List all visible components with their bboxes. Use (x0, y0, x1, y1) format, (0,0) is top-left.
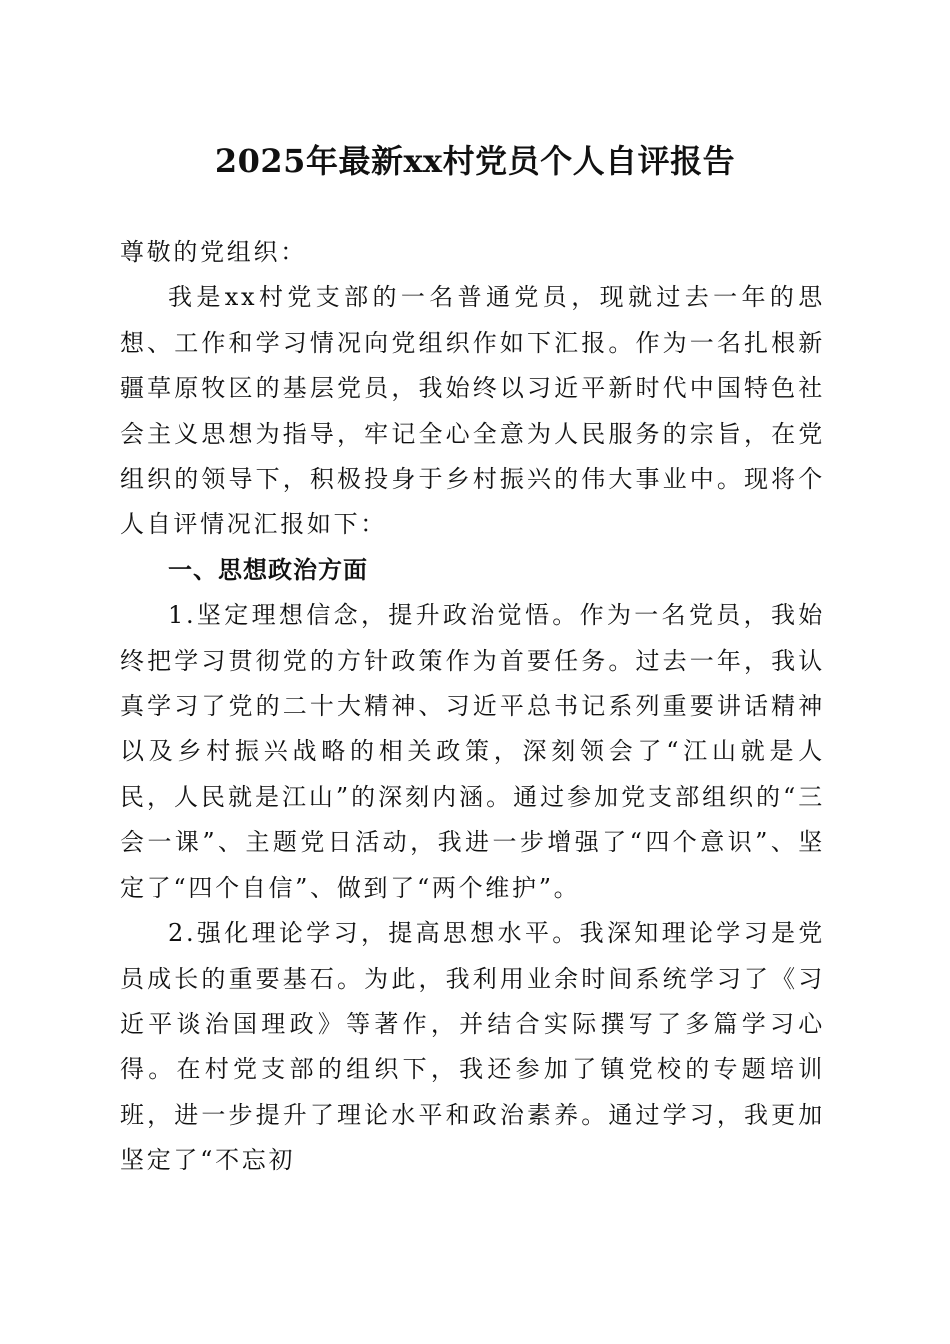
intro-paragraph: 我是xx村党支部的一名普通党员，现就过去一年的思想、工作和学习情况向党组织作如下汇报。作为一名扎根新疆草原牧区的基层党员，我始终以习近平新时代中国特色社会主义思想为指导，牢记全心全意为人民服务的宗旨，在党组织的领导下，积极投身于乡村振兴的伟大事业中。现将个人自评情况汇报如下： (120, 283, 825, 539)
document-body (120, 230, 825, 1184)
item-paragraph: 1.坚定理想信念，提升政治觉悟。作为一名党员，我始终把学习贯彻党的方针政策作为首要任务。过去一年，我认真学习了党的二十大精神、习近平总书记系列重要讲话精神以及乡村振兴战略的相关政策，深刻领会了“江山就是人民，人民就是江山”的深刻内涵。通过参加党支部组织的“三会一课”、主题党日活动，我进一步增强了“四个意识”、坚定了“四个自信”、做到了“两个维护”。 (120, 601, 825, 902)
document-title: 2025年最新xx村党员个人自评报告 (214, 142, 736, 180)
item-paragraph: 2.强化理论学习，提高思想水平。我深知理论学习是党员成长的重要基石。为此，我利用业余时间系统学习了《习近平谈治国理政》等著作，并结合实际撰写了多篇学习心得。在村党支部的组织下，我还参加了镇党校的专题培训班，进一步提升了理论水平和政治素养。通过学习，我更加坚定了“不忘初 (120, 919, 825, 1175)
salutation: 尊敬的党组织： (120, 238, 307, 266)
section-heading: 一、思想政治方面 (168, 555, 368, 584)
